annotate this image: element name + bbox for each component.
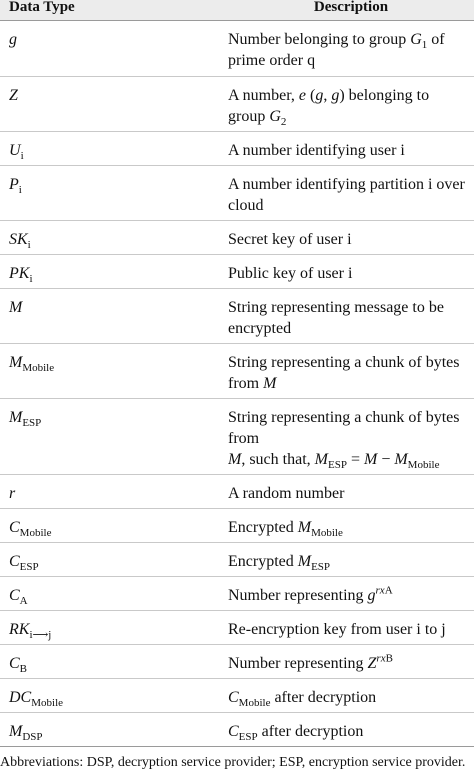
table-footnote: Abbreviations: DSP, decryption service provider; ESP, encryption service provider. [0,755,466,770]
table-row [0,475,474,509]
symbol-cell: $SK_i$ [9,231,31,252]
description-cell: Encrypted $M_{Mobile}$ [228,519,343,540]
description-cell: Public key of user i [228,265,353,282]
description-cell: Re-encryption key from user i to j [228,621,446,638]
symbol-cell: r [9,485,16,502]
description-cell: String representing a chunk of bytes from M, such that, $M_{ESP} = M - M_{Mobile}$ [228,409,460,472]
description-cell: A number, e (g, g) belonging to group $G_2$ [228,87,430,129]
table-row [0,577,474,611]
header-description: Description [313,0,389,15]
header-data-type: Data Type [9,0,75,15]
symbol-cell: M [9,299,23,316]
symbol-cell: $C_B$ [9,655,28,676]
table-row [0,289,474,344]
description-cell: A number identifying partition i over cloud [228,176,465,214]
symbol-cell: $DC_{Mobile}$ [9,689,64,710]
table-row [0,509,474,543]
symbol-cell: $M_{ESP}$ [9,409,42,430]
table-row [0,679,474,713]
description-cell: Secret key of user i [228,231,352,248]
table-row [0,221,474,255]
description-cell: $C_{ESP}$ after decryption [228,723,364,744]
table-row [0,399,474,475]
description-cell: Encrypted $M_{ESP}$ [228,553,331,574]
symbol-cell: $P_i$ [9,176,22,197]
description-cell: Number belonging to group $G_1$ of prime order q [228,31,445,69]
symbol-cell: $C_A$ [9,587,28,608]
table-row [0,344,474,399]
table-row [0,611,474,645]
description-cell: String representing message to be encrypted [228,299,444,337]
description-cell: A random number [228,485,345,502]
table-row [0,543,474,577]
symbol-cell: Z [9,87,18,104]
header-row [0,0,474,21]
table-row [0,21,474,77]
symbol-cell: $C_{Mobile}$ [9,519,52,540]
description-cell: $C_{Mobile}$ after decryption [228,689,377,710]
table-row [0,255,474,289]
description-cell: A number identifying user i [228,142,405,159]
table-row [0,645,474,679]
table-row [0,77,474,132]
description-cell: String representing a chunk of bytes from M [228,354,460,392]
table-row [0,132,474,166]
symbol-cell: $U_i$ [9,142,24,163]
table-row [0,713,474,747]
symbol-cell: $M_{DSP}$ [9,723,43,744]
symbol-cell: $PK_i$ [9,265,33,286]
symbol-cell: $RK_{i⟶j}$ [9,621,52,642]
description-cell: Number representing $g^{rxA}$ [228,584,393,604]
description-cell: Number representing $Z^{rxB}$ [228,652,393,672]
symbol-cell: g [9,31,17,48]
symbol-cell: $C_{ESP}$ [9,553,39,574]
symbol-cell: $M_{Mobile}$ [9,354,55,375]
table-row [0,166,474,221]
